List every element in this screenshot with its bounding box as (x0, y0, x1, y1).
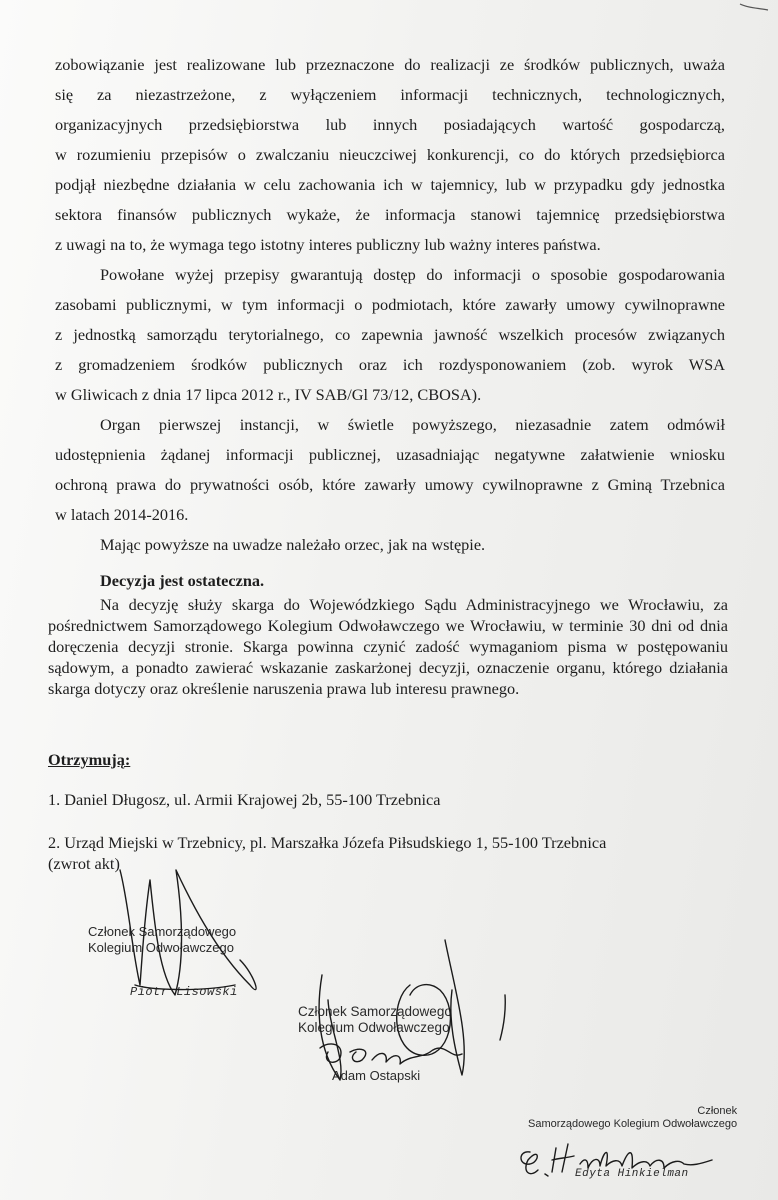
signature-2-stroke (320, 1044, 462, 1064)
stamp-name: Adam Ostapski (332, 1068, 421, 1083)
stamp-line: Członek Samorządowego (298, 1004, 452, 1019)
signature-2-stroke (500, 995, 505, 1040)
stamp-line: Członek Samorządowego (88, 924, 237, 939)
recipient-text: 2. Urząd Miejski w Trzebnicy, pl. Marszałka Józefa Piłsudskiego 1, 55-100 Trzebnica (48, 833, 607, 852)
decision-title: Decyzja jest ostateczna. (100, 571, 265, 590)
decision-text: Na decyzję służy skarga do Wojewódzkiego Sądu Administracyjnego we Wrocławiu, za pośrednictwem Samorządowego Kolegium Odwoławczego we Wrocławiu, w terminie 30 dni od dnia doręczenia decyzji stronie. Skarga powinna czynić zadość wymaganiom pisma w postępowaniu sądowym, a ponadto zawierać wskazanie zaskarżonej decyzji, oznaczenie organu, którego działania skarga dotyczy oraz określenie naruszenia prawa lub interesu prawnego. (48, 595, 728, 698)
text-line: organizacyjnych przedsiębiorstwa lub innych posiadających wartość gospodarczą, (55, 115, 725, 134)
text-line: w rozumieniu przepisów o zwalczaniu nieuczciwej konkurencji, co do których przedsiębiorca (55, 145, 725, 164)
recipient-note: (zwrot akt) (48, 854, 120, 873)
stamp-name: Edyta Hinkielman (575, 1168, 689, 1180)
text-line: z uwagi na to, że wymaga tego istotny interes publiczny lub ważny interes państwa. (55, 235, 601, 254)
stamp-line: Kolegium Odwoławczego (88, 940, 234, 955)
signature-3-stroke (521, 1152, 538, 1174)
recipient-item: 1. Daniel Długosz, ul. Armii Krajowej 2b, 55-100 Trzebnica (48, 790, 441, 809)
paragraph-3 (55, 410, 725, 530)
text-line: w latach 2014-2016. (55, 505, 189, 524)
paragraph-1 (55, 50, 725, 260)
text-line: się za niezastrzeżone, z wyłączeniem informacji technicznych, technologicznych, (55, 85, 725, 104)
stamp-line: Kolegium Odwoławczego (298, 1020, 450, 1035)
signature-stamp-3 (528, 1105, 737, 1131)
text-line: Mając powyższe na uwadze należało orzec, jak na wstępie. (100, 535, 486, 554)
text-line: Organ pierwszej instancji, w świetle powyższego, niezasadnie zatem odmówił (100, 415, 725, 434)
stamp-line: Członek (697, 1105, 738, 1117)
text-line: w Gliwicach z dnia 17 lipca 2012 r., IV SAB/Gl 73/12, CBOSA). (55, 385, 482, 404)
document-body (55, 50, 725, 560)
signature-stamp-2 (298, 1004, 452, 1036)
text-line: Powołane wyżej przepisy gwarantują dostęp do informacji o sposobie gospodarowania (100, 265, 725, 284)
text-line: ochroną prawa do prywatności osób, które zawarły umowy cywilnoprawne z Gminą Trzebnica (55, 475, 725, 494)
text-line: podjął niezbędne działania w celu zachowania ich w tajemnicy, lub w przypadku gdy jednostka (55, 175, 725, 194)
paragraph-4 (55, 530, 725, 560)
text-line: udostępnienia żądanej informacji publicznej, uzasadniając negatywne załatwienie wniosku (55, 445, 725, 464)
signature-3-stroke (545, 1174, 548, 1176)
recipient-item (48, 832, 708, 874)
text-line: z gromadzeniem środków publicznych oraz ich rozdysponowaniem (zob. wyrok WSA (55, 355, 725, 374)
signature-stamp-1 (88, 924, 236, 956)
text-line: zasobami publicznymi, w tym informacji o podmiotach, które zawarły umowy cywilnoprawne (55, 295, 725, 314)
text-line: zobowiązanie jest realizowane lub przeznaczone do realizacji ze środków publicznych, uważa (55, 55, 725, 74)
signature-3-stroke (552, 1144, 574, 1172)
decision-section (48, 570, 728, 699)
text-line: z jednostką samorządu terytorialnego, co zapewnia jawność wszelkich procesów związanych (55, 325, 725, 344)
stamp-name: Piotr Lisowski (130, 985, 238, 999)
corner-mark (740, 4, 768, 10)
paragraph-2 (55, 260, 725, 410)
text-line: sektora finansów publicznych wykaże, że informacja stanowi tajemnicę przedsiębiorstwa (55, 205, 725, 224)
recipients-title: Otrzymują: (48, 750, 131, 769)
stamp-line: Samorządowego Kolegium Odwoławczego (528, 1118, 738, 1130)
